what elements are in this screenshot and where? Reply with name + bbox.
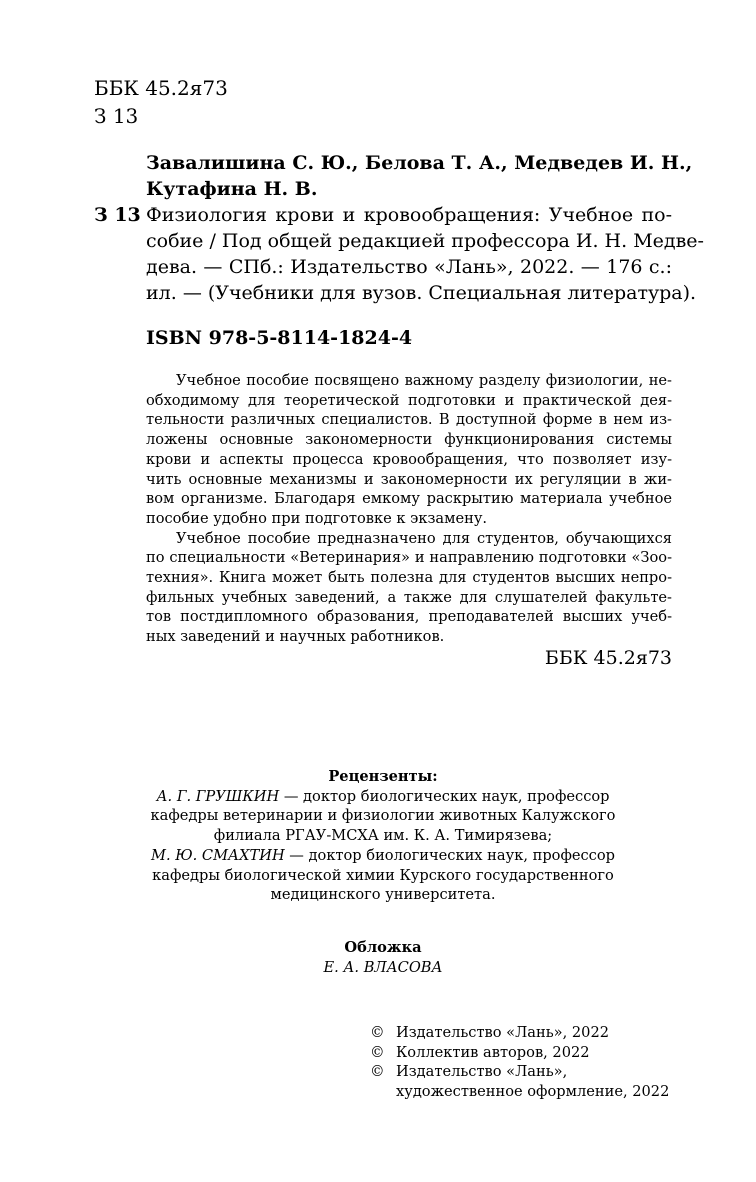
copyright-icon: © — [370, 1024, 385, 1041]
bbk-code-bottom: ББК 45.2я73 — [544, 647, 672, 669]
abstract-line: Учебное пособие посвящено важному разделу физиологии, не- — [176, 372, 672, 389]
catalog-code: З 13 — [94, 204, 141, 226]
reviewer-1-line-3: филиала РГАУ-МСХА им. К. А. Тимирязева; — [213, 827, 553, 845]
authors-line-2: Кутафина Н. В. — [146, 178, 318, 200]
abstract-line: ложены основные закономерности функционирования системы — [146, 431, 672, 449]
title-line: Физиология крови и кровообращения: Учебное по- — [146, 204, 672, 226]
copyright-row — [370, 1023, 690, 1043]
copyright-icon: © — [370, 1063, 385, 1081]
reviewer-1-line-2: кафедры ветеринарии и физиологии животных Калужского — [150, 807, 616, 825]
abstract-line: тов постдипломного образования, преподавателей высших учеб- — [146, 608, 672, 626]
reviewers-heading: Рецензенты: — [328, 768, 438, 785]
cover-designer: Е. А. ВЛАСОВА — [323, 958, 443, 976]
bbk-index: ББК 45.2я73 — [94, 76, 228, 100]
reviewer-1-title: — доктор биологических наук, профессор — [279, 787, 610, 805]
abstract-line: обходимому для теоретической подготовки и практической дея- — [146, 391, 672, 409]
abstract-line: пособие удобно при подготовке к экзамену. — [146, 509, 488, 527]
copyright-text: Издательство «Лань», — [396, 1063, 568, 1081]
copyright-row — [370, 1062, 690, 1082]
reviewers — [94, 767, 672, 905]
copyright-text: художественное оформление, 2022 — [396, 1083, 670, 1101]
copyright-icon: © — [370, 1043, 385, 1061]
title-line: собие / Под общей редакцией профессора И. Н. Медве- — [146, 230, 704, 252]
abstract-line: техния». Книга может быть полезна для студентов высших непро- — [146, 569, 672, 587]
authors — [146, 150, 692, 202]
reviewer-2-line-2: кафедры биологической химии Курского государственного — [152, 866, 614, 884]
copyright-row — [370, 1043, 690, 1063]
cover-credit — [94, 938, 672, 977]
authors-line-1: Завалишина С. Ю., Белова Т. А., Медведев И. Н., — [146, 152, 693, 174]
reviewer-2-name: М. Ю. СМАХТИН — [151, 846, 285, 864]
reviewer-1-line-1 — [94, 787, 672, 807]
abstract-line: Учебное пособие предназначено для студентов, обучающихся — [176, 529, 672, 547]
copyright-spacer — [370, 1082, 396, 1102]
reviewer-2-line-1 — [94, 846, 672, 866]
abstract-line: тельности различных специалистов. В доступной форме в нем из- — [146, 411, 672, 429]
copyright-text: Издательство «Лань», 2022 — [396, 1024, 610, 1041]
abstract-line: по специальности «Ветеринария» и направлению подготовки «Зоо- — [146, 549, 672, 567]
abstract-line: вом организме. Благодаря емкому раскрытию материала учебное — [146, 490, 672, 508]
abstract-line: ных заведений и научных работников. — [146, 628, 445, 646]
copyright-row — [370, 1082, 690, 1102]
bbk-code-top — [94, 74, 228, 130]
title-line: ил. — (Учебники для вузов. Специальная литература). — [146, 282, 697, 304]
abstract-line: крови и аспекты процесса кровообращения, что позволяет изу- — [146, 450, 672, 468]
isbn: ISBN 978-5-8114-1824-4 — [146, 327, 413, 349]
bibliographic-description — [146, 202, 704, 306]
abstract — [146, 371, 672, 647]
abstract-line: чить основные механизмы и закономерности их регуляции в жи- — [146, 470, 672, 488]
cover-heading: Обложка — [344, 939, 422, 956]
author-mark: З 13 — [94, 104, 139, 128]
title-line: дева. — СПб.: Издательство «Лань», 2022. — 176 с.: — [146, 256, 672, 278]
reviewer-1-name: А. Г. ГРУШКИН — [156, 787, 280, 805]
copyright-block — [370, 1023, 690, 1102]
reviewer-2-title: — доктор биологических наук, профессор — [284, 846, 615, 864]
reviewer-2-line-3: медицинского университета. — [270, 886, 496, 904]
copyright-text: Коллектив авторов, 2022 — [396, 1043, 590, 1061]
abstract-line: фильных учебных заведений, а также для слушателей факульте- — [146, 588, 672, 606]
